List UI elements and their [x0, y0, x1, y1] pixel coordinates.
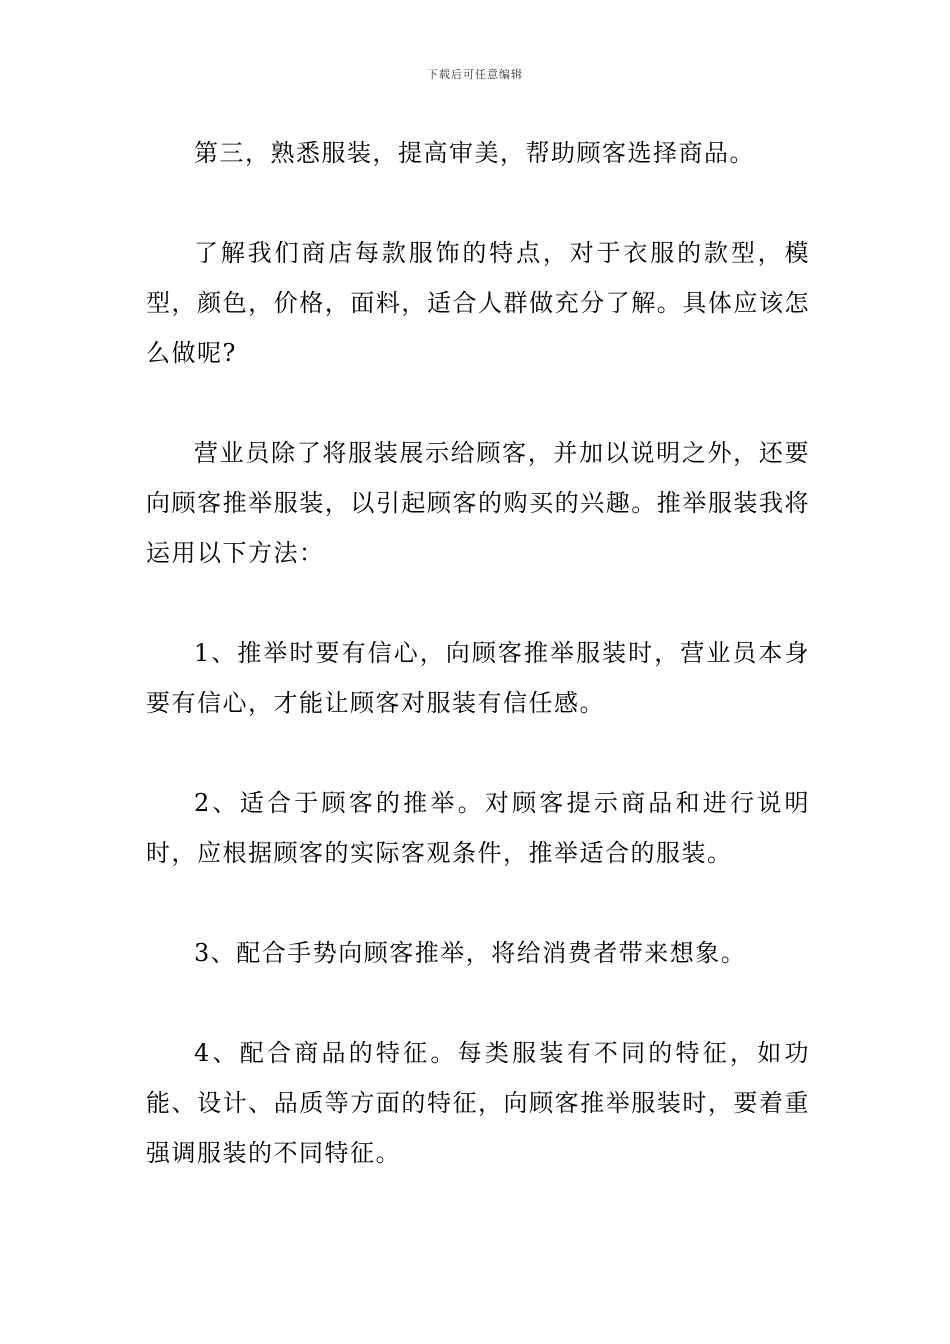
- paragraph-recommend-methods: 营业员除了将服装展示给顾客，并加以说明之外，还要向顾客推举服装，以引起顾客的购买的兴趣。推举服装我将运用以下方法：: [146, 439, 810, 567]
- paragraph-method-4: 4、配合商品的特征。每类服装有不同的特征，如功能、设计、品质等方面的特征，向顾客推举服装时，要着重强调服装的不同特征。: [146, 1039, 810, 1167]
- header-note: 下载后可任意编辑: [427, 68, 523, 81]
- paragraph-intro: 第三，熟悉服装，提高审美，帮助顾客选择商品。: [194, 139, 755, 167]
- paragraph-method-2: 2、适合于顾客的推举。对顾客提示商品和进行说明时，应根据顾客的实际客观条件，推举适合的服装。: [146, 789, 810, 867]
- document-body: [146, 128, 810, 1178]
- paragraph-method-3: 3、配合手势向顾客推举，将给消费者带来想象。: [194, 939, 747, 967]
- paragraph-understand-features: 了解我们商店每款服饰的特点，对于衣服的款型，模型，颜色，价格，面料，适合人群做充分了解。具体应该怎么做呢?: [146, 239, 810, 367]
- paragraph-method-1: 1、推举时要有信心，向顾客推举服装时，营业员本身要有信心，才能让顾客对服装有信任感。: [146, 639, 810, 717]
